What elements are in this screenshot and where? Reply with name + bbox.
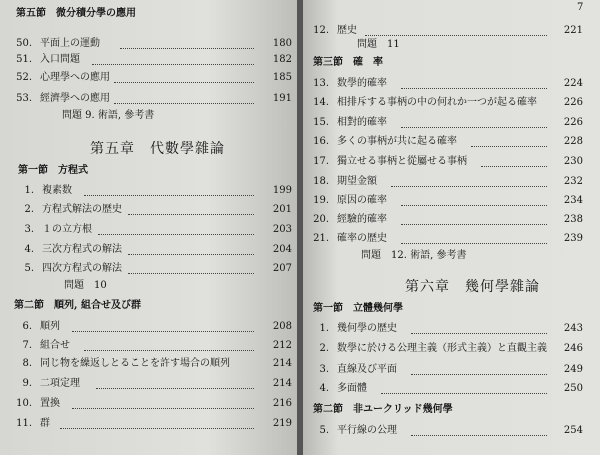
entry-title: 經濟學への應用 [40, 93, 110, 104]
entry-page: 201 [272, 204, 292, 215]
leader-dots [92, 64, 254, 65]
leader-dots [98, 234, 254, 235]
leader-dots [128, 273, 254, 274]
entry-page: 234 [563, 195, 583, 206]
entry-title: 四次方程式の解法 [42, 263, 122, 274]
entry-title: 方程式解法の歴史 [42, 204, 122, 215]
entry-number: 1. [319, 323, 329, 334]
entry-page: 226 [563, 97, 583, 108]
entry-title: 組合せ [40, 340, 70, 351]
right-page [303, 0, 600, 455]
entry-page: 230 [563, 156, 583, 167]
entry-page: 221 [563, 25, 583, 36]
entry-title: 原因の確率 [337, 195, 387, 206]
entry-page: 250 [563, 383, 583, 394]
entry-number: 20. [313, 214, 329, 225]
entry-title: 平面上の運動 [40, 38, 100, 49]
leader-dots [401, 88, 547, 89]
entry-number: 13. [313, 78, 329, 89]
leader-dots [72, 408, 254, 409]
entry-number: 6. [22, 321, 32, 332]
entry-title: 幾何學の歴史 [337, 323, 397, 334]
entry-number: 14. [313, 97, 329, 108]
section-heading: 第三節 確 率 [313, 57, 383, 68]
entry-title: 相排斥する事柄の中の何れか一つが起る確率 [337, 97, 537, 108]
chapter-title: 第六章 幾何學雜論 [405, 279, 540, 295]
entry-title: 数學的確率 [337, 78, 387, 89]
entry-number: 10. [16, 398, 32, 409]
entry-title: 相對的確率 [337, 117, 387, 128]
leader-dots [471, 146, 547, 147]
leader-dots [114, 82, 254, 83]
entry-title: 数學に於ける公理主義（形式主義）と直觀主義 [337, 343, 547, 354]
section-heading: 第一節 立體幾何學 [313, 303, 403, 314]
entry-page: 216 [272, 398, 292, 409]
leader-dots [60, 428, 254, 429]
entry-page: 185 [272, 72, 292, 83]
leader-dots [72, 331, 254, 332]
entry-number: 4. [24, 244, 34, 255]
left-page [0, 0, 297, 455]
entry-number: 2. [319, 343, 329, 354]
entry-title: 置換 [40, 398, 60, 409]
leader-dots [128, 214, 254, 215]
entry-number: 18. [313, 176, 329, 187]
leader-dots [401, 127, 547, 128]
section-heading: 第二節 非ユークリッド幾何學 [313, 404, 453, 415]
page-number: 7 [577, 2, 584, 13]
entry-title: 複素数 [42, 185, 72, 196]
entry-page: 191 [272, 93, 292, 104]
entry-number: 11. [16, 418, 32, 429]
leader-dots [128, 254, 254, 255]
entry-page: 226 [563, 117, 583, 128]
leader-dots [120, 48, 254, 49]
entry-page: 208 [272, 321, 292, 332]
section-heading: 第五節 微分積分學の應用 [16, 8, 136, 19]
entry-title: 經驗的確率 [337, 214, 387, 225]
entry-number: 52. [16, 72, 32, 83]
leader-dots [411, 333, 547, 334]
entry-page: 219 [272, 418, 292, 429]
entry-title: 心理學への應用 [40, 72, 110, 83]
leader-dots [381, 393, 547, 394]
leader-dots [84, 350, 254, 351]
entry-title: 三次方程式の解法 [42, 244, 122, 255]
leader-dots [365, 35, 547, 36]
entry-page: 212 [272, 340, 292, 351]
entry-number: 12. [313, 25, 329, 36]
entry-number: 17. [313, 156, 329, 167]
section-heading: 第二節 順列, 組合せ及び群 [14, 300, 141, 311]
entry-title: 同じ物を繰返しとることを許す場合の順列 [40, 358, 230, 369]
entry-number: 16. [313, 136, 329, 147]
leader-dots [84, 195, 254, 196]
entry-title: 直線及び平面 [337, 364, 397, 375]
entry-page: 228 [563, 136, 583, 147]
entry-number: 53. [16, 93, 32, 104]
chapter-title: 第五章 代數學雜論 [90, 141, 225, 157]
leader-dots [391, 186, 547, 187]
entry-number: 1. [24, 185, 34, 196]
entry-title: １の立方根 [42, 224, 92, 235]
entry-page: 204 [272, 244, 292, 255]
entry-page: 180 [272, 38, 292, 49]
entry-page: 203 [272, 224, 292, 235]
entry-number: 5. [24, 263, 34, 274]
entry-page: 254 [563, 425, 583, 436]
problems-line: 問題 9. 術語, 參考書 [62, 110, 155, 121]
entry-title: 確率の歴史 [337, 233, 387, 244]
entry-number: 15. [313, 117, 329, 128]
entry-number: 3. [319, 364, 329, 375]
entry-number: 21. [313, 233, 329, 244]
entry-title: 二項定理 [40, 378, 80, 389]
entry-page: 239 [563, 233, 583, 244]
entry-title: 期望金額 [337, 176, 377, 187]
entry-number: 8. [22, 358, 32, 369]
entry-title: 獨立せる事柄と從屬せる事柄 [337, 156, 467, 167]
entry-page: 214 [272, 378, 292, 389]
entry-title: 歴史 [337, 25, 357, 36]
entry-page: 224 [563, 78, 583, 89]
entry-number: 9. [22, 378, 32, 389]
entry-title: 入口問題 [40, 54, 80, 65]
leader-dots [401, 224, 547, 225]
leader-dots [401, 205, 547, 206]
entry-number: 3. [24, 224, 34, 235]
leader-dots [96, 388, 254, 389]
entry-number: 5. [319, 425, 329, 436]
entry-page: 207 [272, 263, 292, 274]
entry-title: 群 [40, 418, 50, 429]
entry-page: 214 [272, 358, 292, 369]
leader-dots [401, 243, 547, 244]
entry-number: 51. [16, 54, 32, 65]
entry-page: 238 [563, 214, 583, 225]
entry-title: 平行線の公理 [337, 425, 397, 436]
entry-page: 246 [563, 343, 583, 354]
entry-page: 249 [563, 364, 583, 375]
section-heading: 第一節 方程式 [18, 165, 88, 176]
entry-title: 多くの事柄が共に起る確率 [337, 136, 457, 147]
problems-line: 問題 12. 術語, 參考書 [361, 250, 467, 261]
leader-dots [411, 435, 547, 436]
entry-number: 2. [24, 204, 34, 215]
entry-number: 4. [319, 383, 329, 394]
entry-number: 50. [16, 38, 32, 49]
problems-line: 問題 11 [357, 39, 400, 50]
entry-number: 19. [313, 195, 329, 206]
leader-dots [411, 374, 547, 375]
entry-page: 232 [563, 176, 583, 187]
leader-dots [114, 103, 254, 104]
problems-line: 問題 10 [64, 280, 107, 291]
leader-dots [481, 166, 547, 167]
entry-title: 多面體 [337, 383, 367, 394]
entry-title: 順列 [40, 321, 60, 332]
entry-page: 199 [272, 185, 292, 196]
entry-page: 182 [272, 54, 292, 65]
entry-number: 7. [22, 340, 32, 351]
entry-page: 243 [563, 323, 583, 334]
